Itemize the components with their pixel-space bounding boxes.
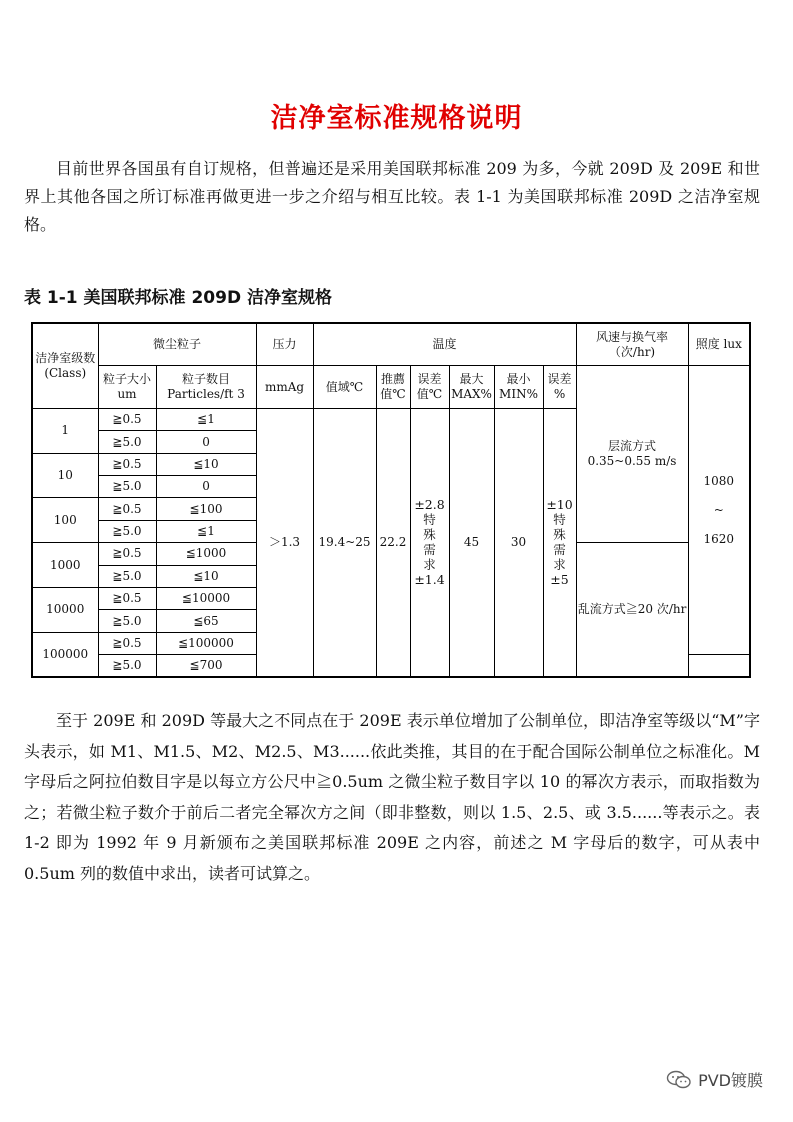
class-cell: 100	[32, 498, 98, 543]
header-pressure: 压力	[256, 323, 313, 366]
particle-count: 0	[156, 476, 256, 498]
class-cell: 10	[32, 453, 98, 498]
humidity-max-value: 45	[449, 408, 494, 677]
lux-value	[688, 366, 750, 655]
humidity-error-line: ±10	[546, 497, 573, 513]
body-paragraph: 至于 209E 和 209D 等最大之不同点在于 209E 表示单位增加了公制单位，即洁净室等级以“M”字头表示，如 M1、M1.5、M2、M2.5、M3......依此类推，其目的在于配合国际公制单位之标准化。M 字母后之阿拉伯数目字是以每立方公尺中≧0.5um 之微尘粒子数目字以 10 的幂次方表示，而取指数为之；若微尘粒子数介于前后二者完全幂次方之间（即非整数，则以 1.5、2.5、或 3.5......等表示之。表 1-2 即为 1992 年 9 月新颁布之美国联邦标准 209E 之内容，前述之 M 字母后的数字，可从表中 0.5um 列的数值中求出，读者可试算之。	[24, 711, 760, 883]
header-humidity-min: 最小 MIN%	[494, 366, 543, 409]
header-temp-recommended: 推薦值℃	[376, 366, 410, 409]
particle-size: ≧0.5	[98, 632, 156, 654]
pressure-value: ＞1.3	[256, 408, 313, 677]
wechat-icon	[666, 1070, 692, 1090]
particle-count: ≦1	[156, 408, 256, 430]
table-caption: 表 1-1 美国联邦标准 209D 洁净室规格	[24, 288, 332, 308]
humidity-error-line: 特	[553, 512, 566, 528]
temp-tolerance-line: ±2.8	[414, 497, 445, 513]
class-cell: 1	[32, 408, 98, 453]
particle-count: ≦65	[156, 610, 256, 632]
particle-size: ≧5.0	[98, 565, 156, 587]
temp-tolerance-line: 需	[423, 542, 436, 558]
header-class: 洁净室级数(Class)	[32, 323, 98, 408]
temp-tolerance-line: ±1.4	[414, 572, 445, 588]
header-particle-count: 粒子数目 Particles/ft 3	[156, 366, 256, 409]
temp-tolerance-line: 特	[423, 512, 436, 528]
particle-size: ≧0.5	[98, 453, 156, 475]
temp-range-value: 19.4~25	[313, 408, 376, 677]
class-cell: 10000	[32, 587, 98, 632]
particle-size: ≧0.5	[98, 543, 156, 565]
class-cell: 1000	[32, 543, 98, 588]
particle-count: ≦100	[156, 498, 256, 520]
header-humidity-max: 最大 MAX%	[449, 366, 494, 409]
particle-size: ≧5.0	[98, 476, 156, 498]
particle-size: ≧5.0	[98, 610, 156, 632]
airflow-laminar: 层流方式 0.35~0.55 m/s	[576, 366, 688, 543]
particle-count: ≦10	[156, 565, 256, 587]
temp-tolerance-line: 求	[423, 557, 436, 573]
lux-separator: ~	[713, 502, 724, 517]
particle-size: ≧5.0	[98, 520, 156, 542]
cleanroom-spec-table	[31, 322, 751, 678]
particle-size: ≧0.5	[98, 408, 156, 430]
particle-count: 0	[156, 431, 256, 453]
temp-tolerance-value	[410, 408, 449, 677]
watermark	[666, 1068, 763, 1091]
humidity-min-value: 30	[494, 408, 543, 677]
humidity-error-value	[543, 408, 576, 677]
header-mmag: mmAg	[256, 366, 313, 409]
particle-count: ≦700	[156, 655, 256, 677]
header-temp-tolerance: 误差值℃	[410, 366, 449, 409]
particle-size: ≧0.5	[98, 587, 156, 609]
intro-paragraph: 目前世界各国虽有自订规格，但普遍还是采用美国联邦标准 209 为多，今就 209D 及 209E 和世界上其他各国之所订标准再做更进一步之介绍与相互比较。表 1-1 为美国联邦标准 209D 之洁净室规格。	[24, 159, 760, 234]
particle-count: ≦10000	[156, 587, 256, 609]
particle-size: ≧5.0	[98, 655, 156, 677]
humidity-error-line: 殊	[553, 527, 566, 543]
temp-recommended-value: 22.2	[376, 408, 410, 677]
lux-top: 1080	[703, 473, 735, 488]
particle-count: ≦1	[156, 520, 256, 542]
humidity-error-line: 求	[553, 557, 566, 573]
header-airflow: 风速与换气率（次/hr)	[576, 323, 688, 366]
particle-count: ≦10	[156, 453, 256, 475]
header-lux: 照度 lux	[688, 323, 750, 366]
humidity-error-line: ±5	[550, 572, 569, 588]
class-cell: 100000	[32, 632, 98, 677]
particle-size: ≧5.0	[98, 431, 156, 453]
page-title: 洁净室标准规格说明	[270, 103, 523, 134]
header-humidity-error: 误差 %	[543, 366, 576, 409]
header-temperature: 温度	[313, 323, 576, 366]
header-temp-range: 值域℃	[313, 366, 376, 409]
watermark-text: PVD镀膜	[698, 1071, 763, 1090]
lux-bottom: 1620	[703, 531, 735, 546]
particle-size: ≧0.5	[98, 498, 156, 520]
airflow-turbulent: 乱流方式≧20 次/hr	[576, 543, 688, 677]
particle-count: ≦100000	[156, 632, 256, 654]
temp-tolerance-line: 殊	[423, 527, 436, 543]
header-particle-size: 粒子大小 um	[98, 366, 156, 409]
particle-count: ≦1000	[156, 543, 256, 565]
header-particles: 微尘粒子	[98, 323, 256, 366]
humidity-error-line: 需	[553, 542, 566, 558]
